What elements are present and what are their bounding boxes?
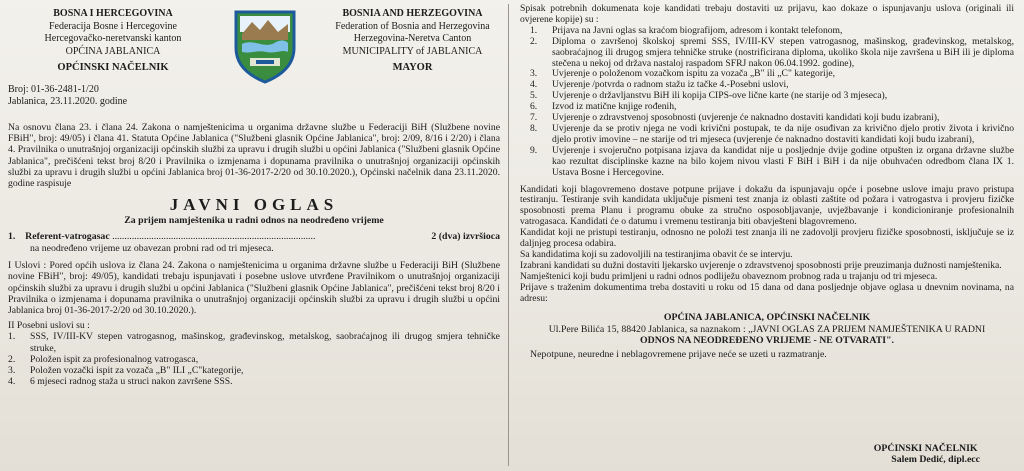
letterhead-english	[310, 8, 515, 75]
municipality-name-en: MUNICIPALITY of JABLANICA	[342, 45, 483, 57]
position-count: 2 (dva) izvršioca	[431, 231, 500, 243]
list-item: 5. Uvjerenje o državljanstvu BiH ili kopija CIPS-ove lične karte (ne starije od 3 mjeseca),	[530, 90, 888, 102]
country-name: BOSNA I HERCEGOVINA	[53, 8, 173, 19]
documents-intro: Spisak potrebnih dokumenata koje kandidati trebaju dostaviti uz prijavu, kao dokaze o ispunjavanju uslova (originali ili ovjerene kopije) su :	[520, 3, 1014, 25]
list-item: 6. Izvod iz matične knjige rođenih,	[530, 101, 677, 113]
address-marking: ODNOS NA NEODREĐENO VRIJEME - NE OTVARATI".	[640, 335, 894, 347]
letterhead	[8, 6, 500, 108]
canton-name: Hercegovačko-neretvanski kanton	[44, 33, 182, 44]
document-meta	[8, 84, 127, 108]
interview-paragraph: Sa kandidatima koji su zadovoljili na testiranjima obavit će se intervju.	[520, 248, 793, 260]
recipient-address	[520, 324, 1014, 347]
medical-paragraph: Izabrani kandidati su dužni dostaviti ljekarsko uvjerenje o zdravstvenoj sposobnosti prije preuzimanja dužnosti namještenika.	[520, 259, 1002, 271]
federation-name-en: Federation of Bosnia and Herzegovina	[335, 20, 490, 32]
special-conditions-heading: II Posebni uslovi su :	[8, 320, 90, 332]
signatory-title: OPĆINSKI NAČELNIK	[873, 443, 978, 454]
legal-basis-paragraph: Na osnovu člana 23. i člana 24. Zakona o namještenicima u organima državne službe u Federaciji BiH (Službene novine FBiH", broj: 49/05) i člana 41. Statuta Općine Jablanica ("Službeni glasnik Općine Jablanica", broj: 2/09, 8/16 i 2/20) i člana 4. Pravilnika o unutrašnjoj organizaciji općinskih službi za upravu i drugih službi u općini Jablanica ("Službeni glasnik Općine Jablanica", prečišćeni tekst broj 8/20 i Pravilnika o izmjenama i dopunama pravilnika o unutrašnjoj organizaciji općinskih službi za upravu i drugih službi u općini Jablanica broj 01-36-2017-2/20 od 30.10.2020.), Općinski načelnik dana 23.11.2020. godine raspisuje	[8, 122, 500, 190]
documents-list	[520, 26, 1014, 179]
canton-name-en: Herzegovina-Neretva Canton	[353, 33, 472, 44]
position-name: Referent-vatrogasac	[25, 231, 110, 243]
list-item: 9. Uvjerenje i svojeručno potpisana izjava da kandidat nije u posljednje dvije godine otpušten iz organa državne službe kao rezultat disciplinske kazne na bilo kojem nivou vlasti F BiH i BiH i da nije obuhvaćen odredbom člana IX 1. Ustava Bosne i Hercegovine.	[530, 144, 1014, 178]
general-conditions-paragraph: I Uslovi : Pored općih uslova iz člana 24. Zakona o namještenicima u organima državne službe u Federaciji BiH (Službene novine FBiH", broj: 49/05), kandidati trebaju ispunjavati i posebne uslove utvrđene Pravilnikom o unutrašnjoj organizaciji općinskih službi za upravu i drugih službi u općini Jablanica ("Službeni glasnik Općine Jablanica", prečišćeni tekst broj 8/20 i Pravilnika o izmjenama i dopunama pravilnika o unutrašnjoj organizaciji općinskih službi za upravu i drugih službi u općini Jablanica broj 01-36-2017-2/20 od 30.10.2020.).	[8, 260, 500, 317]
position-number: 1.	[8, 231, 16, 243]
address-line: Ul.Pere Bilića 15, 88420 Jablanica, sa naznakom : „JAVNI OGLAS ZA PRIJEM NAMJEŠTENIKA U RADNI	[548, 323, 986, 335]
testing-paragraph: Kandidati koji blagovremeno dostave potpune prijave i dokažu da ispunjavaju opće i posebne uslove imaju pravo pristupa testiranju. Testiranje svih kandidata uključuje pismeni test znanja iz oblasti zaštite od požara i vatrogastva i provjeru fizičke sposobnosti prema Planu i programu obuke za stručno osposobljavanje, uvježbavanje i kondicioniranje profesionalnih vatrogasaca. Kandidati će o datumu i vremenu testiranja biti obavješteni blagovremeno.	[520, 183, 1014, 228]
right-column	[508, 0, 1024, 471]
procedure-section	[520, 185, 1014, 305]
position-note: na neodređeno vrijeme uz obavezan probni rad od tri mjeseca.	[30, 242, 274, 254]
incomplete-notice: Nepotpune, neuredne i neblagovremene prijave neće se uzeti u razmatranje.	[530, 348, 827, 360]
recipient-office: OPĆINA JABLANICA, OPĆINSKI NAČELNIK	[663, 312, 871, 324]
left-column	[0, 0, 508, 471]
submission-paragraph: Prijave s traženim dokumentima treba dostaviti u roku od 15 dana od dana posljednje objave oglasa u dnevnim novinama, na adresu:	[520, 281, 1014, 304]
issue-date: Jablanica, 23.11.2020. godine	[8, 96, 128, 107]
position-line	[8, 231, 500, 243]
list-item: 4. Uvjerenje /potvrda o radnom stažu iz tačke 4.-Posebni uslovi,	[530, 79, 789, 91]
municipality-name: OPĆINA JABLANICA	[65, 45, 161, 57]
letterhead-local	[8, 8, 218, 75]
list-item: 8. Uvjerenje da se protiv njega ne vodi krivični postupak, te da nije osuđivan za krivično djelo protiv života i krivično djelo protiv imovine – ne starije od tri mjeseca (uvjerenje će naknadno dostaviti kandidati koji budu izabrani),	[530, 122, 1014, 145]
position-entry: 1. Referent-vatrogasac ...................................................................................	[8, 231, 316, 243]
list-item: 2. Položen ispit za profesionalnog vatrogasca,	[8, 353, 199, 365]
list-item: 3. Položen vozački ispit za vozača „B" ILI „C"kategorije,	[8, 365, 244, 377]
list-item: 3. Uvjerenje o položenom vozačkom ispitu za vozača „B" ili „C" kategorije,	[530, 68, 836, 80]
list-item: 7. Uvjerenje o zdravstvenoj sposobnosti (uvjerenje će naknadno dostaviti kandidati koji budu izabrani),	[530, 112, 940, 124]
list-item: 2. Diploma o završenoj školskoj spremi SSS, IV/III-KV stepen vatrogasnog, mašinskog, građevinskog, metalskog, saobraćajnog ili drugog smjera tehničke struke (nostrificirana diploma, ukoliko škola nije završena u BiH ili je diploma stečena u nekoj od država nastaloj raspadom SFRJ nakon 06.04.1992. godine),	[530, 35, 1014, 69]
municipal-coat-of-arms-icon	[230, 8, 300, 84]
special-conditions-list	[8, 331, 500, 387]
exclusion-paragraph: Kandidat koji ne pristupi testiranju, odnosno ne položi test znanja ili ne zadovolji provjeru fizičke sposobnosti, isključuje se iz daljnjeg procesa odabira.	[520, 227, 1014, 250]
signature-block	[871, 443, 980, 465]
list-item: 1. SSS, IV/III-KV stepen vatrogasnog, mašinskog, građevinskog, metalskog, saobraćajnog ili drugog smjera tehničke struke,	[8, 331, 500, 354]
reference-number: Broj: 01-36-2481-1/20	[8, 84, 99, 95]
announcement-subtitle: Za prijem namještenika u radni odnos na neodređeno vrijeme	[124, 215, 384, 227]
office-title: OPĆINSKI NAČELNIK	[57, 62, 169, 73]
country-name-en: BOSNIA AND HERZEGOVINA	[342, 8, 483, 19]
list-item: 4. 6 mjeseci radnog staža u struci nakon završene SSS.	[8, 376, 233, 388]
probation-paragraph: Namještenici koji budu primljeni u radni odnos podliježu obaveznom probnog rada u trajanju od tri mjeseca.	[520, 270, 938, 282]
signatory-name: Salem Dedić, dipl.ecc	[891, 454, 980, 465]
list-item: 1. Prijava na Javni oglas sa kraćom biografijom, adresom i kontakt telefonom,	[530, 24, 843, 36]
federation-name: Federacija Bosne i Hercegovine	[48, 20, 177, 32]
announcement-title: JAVNI OGLAS	[169, 195, 339, 215]
office-title-en: MAYOR	[392, 62, 433, 73]
